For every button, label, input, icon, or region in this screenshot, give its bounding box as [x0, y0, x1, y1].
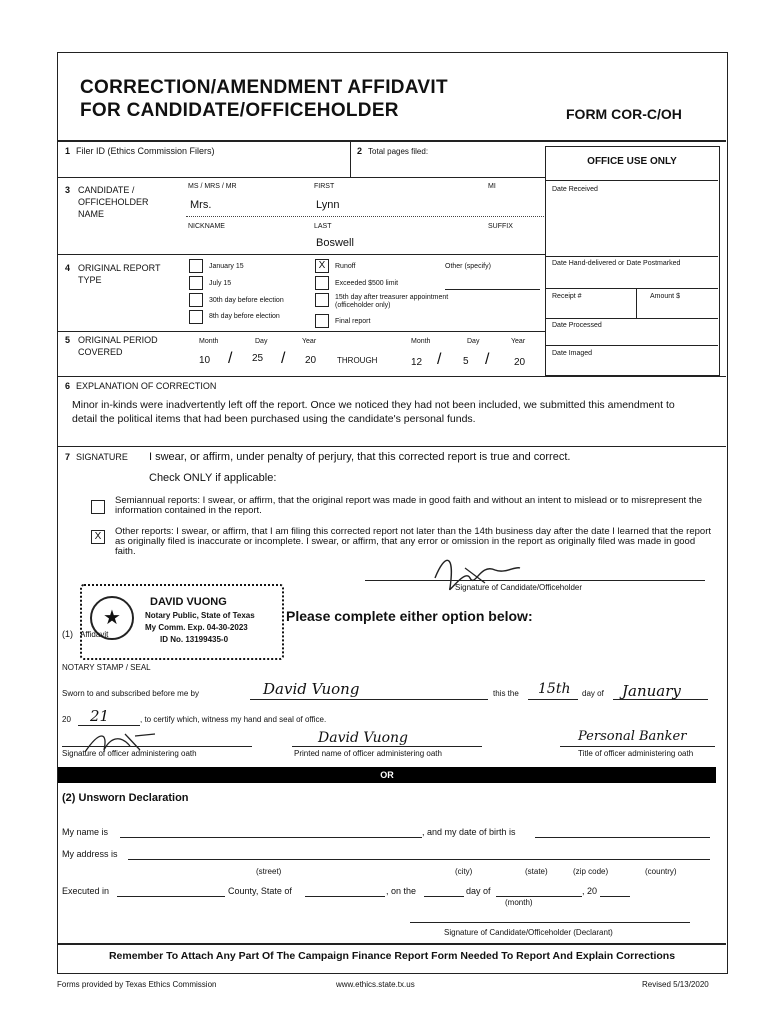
- month-line-unsworn: [496, 896, 582, 897]
- notary-line-2: My Comm. Exp. 04-30-2023: [145, 623, 248, 632]
- notary-line-3: ID No. 13199435-0: [160, 635, 229, 644]
- sworn-text: Sworn to and subscribed before me by: [62, 689, 199, 698]
- from-year-label: Year: [302, 338, 317, 345]
- on-day-line: [424, 896, 464, 897]
- option-other: Other (specify): [445, 263, 491, 270]
- filer-id-label: Filer ID (Ethics Commission Filers): [76, 146, 215, 156]
- street-label: (street): [256, 867, 282, 876]
- first-label: FIRST: [314, 183, 335, 190]
- title-value: Personal Banker: [578, 729, 687, 744]
- section-7-label: 7 SIGNATURE: [65, 452, 128, 462]
- date-hand-label: Date Hand-delivered or Date Postmarked: [552, 260, 681, 267]
- divider: [546, 256, 718, 257]
- office-use-title: OFFICE USE ONLY: [587, 156, 677, 167]
- option-15th-day: 15th day after treasurer appointment (officeholder only): [335, 294, 449, 309]
- suffix-label: SUFFIX: [488, 223, 513, 230]
- slash: /: [485, 351, 490, 368]
- divider: [58, 943, 726, 945]
- checkbox-8th-day[interactable]: [189, 310, 203, 324]
- oath-text: I swear, or affirm, under penalty of perjury, that this corrected report is true and correct.: [149, 451, 571, 463]
- option-1-label: (1): [62, 629, 73, 639]
- notary-seal-icon: ★: [90, 596, 134, 640]
- from-month-value: 10: [199, 355, 211, 366]
- checkbox-january-15[interactable]: [189, 259, 203, 273]
- semiannual-text: Semiannual reports: I swear, or affirm, that the original report was made in good faith and without an intent to mislead or to misrepresent the information contained in the report.: [115, 495, 703, 516]
- checkbox-30th-day[interactable]: [189, 293, 203, 307]
- from-year-value: 20: [305, 355, 317, 366]
- section-5-label: 5 ORIGINAL PERIOD COVERED: [65, 335, 158, 357]
- day-line: [528, 699, 578, 700]
- signature-label: Signature of Candidate/Officeholder: [455, 583, 583, 592]
- divider: [546, 288, 718, 289]
- checkbox-final[interactable]: [315, 314, 329, 328]
- dotted-line: [186, 216, 544, 217]
- option-july-15: July 15: [209, 280, 232, 287]
- officer-sig-line: [62, 746, 252, 747]
- from-day-value: 25: [252, 353, 264, 364]
- country-label: (country): [645, 867, 677, 876]
- to-month-label: Month: [411, 338, 431, 345]
- receipt-label: Receipt #: [552, 293, 582, 300]
- from-month-label: Month: [199, 338, 219, 345]
- divider: [58, 376, 726, 377]
- dob-label: , and my date of birth is: [422, 827, 516, 837]
- divider: [58, 254, 545, 255]
- section-4-label: 4 ORIGINAL REPORT TYPE: [65, 263, 161, 285]
- other-reports-text: Other reports: I swear, or affirm, that I am filing this corrected report not later than the 14th business day after the date I learned that the report as originally filed is inaccurate or incomplete. I swear, or affirm, that any error or omission in the report as originally filed was made in good faith.: [115, 526, 711, 557]
- date-processed-label: Date Processed: [552, 322, 602, 329]
- printed-name-value: David Vuong: [318, 730, 409, 746]
- footer-revised: Revised 5/13/2020: [642, 980, 709, 989]
- check-only-text: Check ONLY if applicable:: [149, 472, 277, 484]
- checkbox-july-15[interactable]: [189, 276, 203, 290]
- state-line: [305, 896, 385, 897]
- from-day-label: Day: [255, 338, 268, 345]
- month-value: January: [622, 682, 681, 700]
- to-month-value: 12: [411, 357, 423, 368]
- checkbox-exceeded[interactable]: [315, 276, 329, 290]
- address-line: [128, 859, 710, 860]
- executed-in-label: Executed in: [62, 886, 110, 896]
- through-label: THROUGH: [337, 356, 378, 365]
- year-line-unsworn: [600, 896, 630, 897]
- option-30th-day: 30th day before election: [209, 297, 284, 304]
- on-the-label: , on the: [386, 886, 417, 896]
- title-label: Title of officer administering oath: [578, 749, 694, 758]
- slash: /: [437, 351, 442, 368]
- month-label: (month): [505, 898, 533, 907]
- date-imaged-label: Date Imaged: [552, 350, 593, 357]
- form-title: [80, 76, 448, 122]
- printed-name-line: [292, 746, 482, 747]
- or-bar: [58, 767, 716, 783]
- county-label: County, State of: [228, 886, 292, 896]
- form-code: FORM COR-C/OH: [566, 106, 682, 122]
- address-label: My address is: [62, 849, 118, 859]
- sworn-name-line: [250, 699, 488, 700]
- divider: [546, 318, 718, 319]
- ms-value: Mrs.: [190, 199, 212, 211]
- officer-sig-label: Signature of officer administering oath: [62, 749, 197, 758]
- nickname-label: NICKNAME: [188, 223, 225, 230]
- divider: [636, 288, 637, 318]
- slash: /: [228, 350, 233, 367]
- to-year-value: 20: [514, 357, 526, 368]
- signature-line: [365, 580, 705, 581]
- executed-line: [117, 896, 225, 897]
- city-label: (city): [455, 867, 473, 876]
- or-label: OR: [380, 770, 394, 780]
- checkbox-other-reports[interactable]: X: [91, 530, 105, 544]
- date-received-label: Date Received: [552, 186, 598, 193]
- section-1: 1 Filer ID (Ethics Commission Filers): [65, 146, 215, 156]
- declarant-line: [410, 922, 690, 923]
- this-the-label: this the: [493, 689, 519, 698]
- first-value: Lynn: [316, 199, 340, 211]
- declarant-label: Signature of Candidate/Officeholder (Declarant): [444, 928, 613, 937]
- sworn-name: David Vuong: [263, 680, 360, 698]
- notary-line-1: Notary Public, State of Texas: [145, 611, 255, 620]
- checkbox-semiannual[interactable]: [91, 500, 105, 514]
- amount-label: Amount $: [650, 293, 680, 300]
- unsworn-heading: (2) Unsworn Declaration: [62, 792, 189, 804]
- title-line-1: CORRECTION/AMENDMENT AFFIDAVIT: [80, 77, 448, 98]
- certify-text: , to certify which, witness my hand and seal of office.: [140, 715, 327, 724]
- year-value: 21: [90, 707, 110, 725]
- ms-label: MS / MRS / MR: [188, 183, 237, 190]
- option-january-15: January 15: [209, 263, 244, 270]
- to-day-value: 5: [463, 356, 469, 367]
- name-line: [120, 837, 422, 838]
- day-of-label: day of: [582, 689, 604, 698]
- day-of-label: day of: [466, 886, 491, 896]
- last-value: Boswell: [316, 237, 354, 249]
- my-name-label: My name is: [62, 827, 109, 837]
- divider: [350, 141, 351, 177]
- divider: [58, 140, 726, 142]
- section-6-label: 6 EXPLANATION OF CORRECTION: [65, 381, 217, 391]
- state-label: (state): [525, 867, 548, 876]
- divider: [58, 446, 726, 447]
- checkbox-15th-day[interactable]: [315, 293, 329, 307]
- divider: [58, 331, 545, 332]
- year-prefix: 20: [62, 715, 71, 724]
- option-runoff: Runoff: [335, 263, 356, 270]
- year-line: [78, 725, 140, 726]
- notary-name: DAVID VUONG: [150, 596, 227, 608]
- stamp-label: NOTARY STAMP / SEAL: [62, 663, 151, 672]
- option-final: Final report: [335, 318, 371, 325]
- section-2: 2 Total pages filed:: [357, 146, 429, 156]
- reminder-text: Remember To Attach Any Part Of The Campaign Finance Report Form Needed To Report And Explain Corrections: [108, 950, 676, 962]
- footer-url[interactable]: www.ethics.state.tx.us: [336, 980, 415, 989]
- explanation-text: Minor in-kinds were inadvertently left off the report. Once we noticed they had not been included, we submitted this amendment to detail the political items that had been purchased using the candidate's personal funds.: [72, 399, 675, 425]
- checkbox-runoff[interactable]: X: [315, 259, 329, 273]
- please-complete: Please complete either option below:: [286, 608, 533, 624]
- other-specify-line: [445, 289, 540, 290]
- footer-provided: Forms provided by Texas Ethics Commission: [57, 980, 217, 989]
- printed-name-label: Printed name of officer administering oath: [294, 749, 442, 758]
- divider: [546, 180, 718, 181]
- section-3-label: 3 CANDIDATE / OFFICEHOLDER NAME: [65, 185, 149, 219]
- title-line: [560, 746, 715, 747]
- slash: /: [281, 350, 286, 367]
- dob-line: [535, 837, 710, 838]
- total-pages-label: Total pages filed:: [368, 147, 429, 156]
- twenty-label: , 20: [582, 886, 598, 896]
- option-8th-day: 8th day before election: [209, 313, 280, 320]
- affidavit-label: Affidavit: [80, 630, 109, 639]
- title-line-2: FOR CANDIDATE/OFFICEHOLDER: [80, 100, 399, 121]
- mi-label: MI: [488, 183, 496, 190]
- divider: [546, 345, 718, 346]
- divider: [58, 177, 545, 178]
- last-label: LAST: [314, 223, 332, 230]
- day-value: 15th: [538, 681, 571, 697]
- option-exceeded: Exceeded $500 limit: [335, 280, 399, 287]
- zip-label: (zip code): [573, 867, 609, 876]
- to-year-label: Year: [511, 338, 526, 345]
- to-day-label: Day: [467, 338, 480, 345]
